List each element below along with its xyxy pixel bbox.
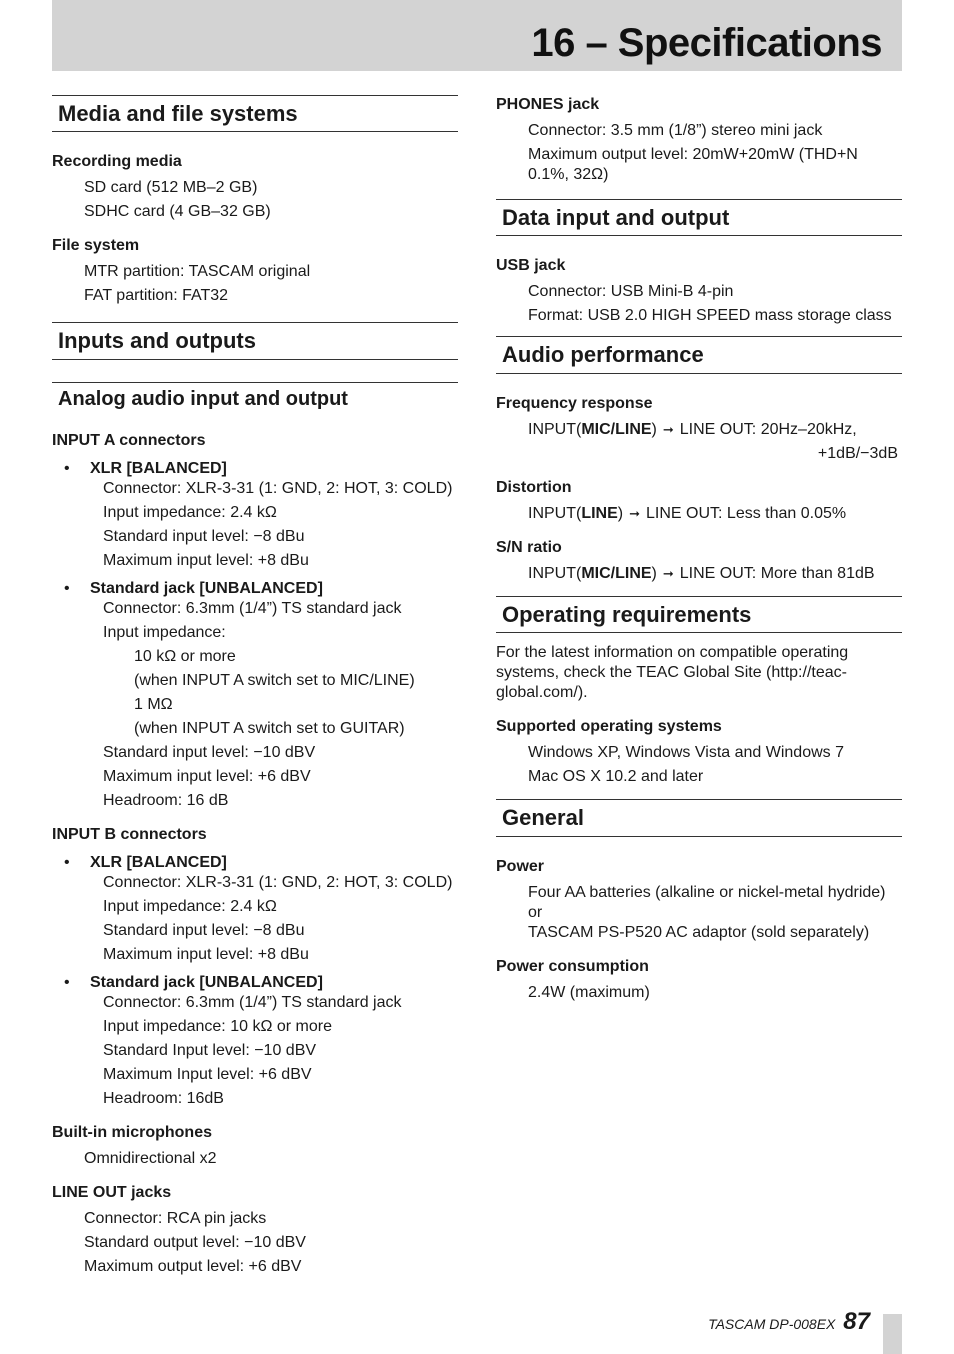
spec-line: Connector: 3.5 mm (1/8”) stereo mini jack (528, 122, 823, 139)
spec-line: Connector: RCA pin jacks (84, 1209, 267, 1227)
spec-line: Input impedance: 2.4 kΩ (103, 897, 277, 915)
power-consumption-label: Power consumption (496, 957, 649, 975)
page-number: 87 (843, 1308, 870, 1335)
spec-line: TASCAM PS-P520 AC adaptor (sold separately) (528, 923, 870, 941)
spec-line: Standard input level: −8 dBu (103, 921, 305, 939)
operating-paragraph: For the latest information on compatible operating systems, check the TEAC Global Site (http://teac-global.com/). (496, 644, 849, 702)
spec-line: Input impedance: (103, 623, 226, 641)
spec-line: Windows XP, Windows Vista and Windows 7 (528, 744, 844, 762)
freq-label: Frequency response (496, 394, 653, 412)
spec-line: Standard Input level: −10 dBV (103, 1041, 317, 1059)
input-b-label: INPUT B connectors (52, 825, 207, 843)
title-banner (52, 0, 902, 71)
bullet-jack-a: • Standard jack [UNBALANCED] (64, 579, 323, 597)
bullet-xlr-b: • XLR [BALANCED] (64, 853, 227, 871)
spec-line: Format: USB 2.0 HIGH SPEED mass storage class (528, 307, 892, 325)
subsection-heading-analog: Analog audio input and output (52, 382, 458, 411)
spec-line: Mac OS X 10.2 and later (528, 768, 704, 786)
section-heading-data: Data input and output (496, 199, 902, 236)
right-column (496, 95, 902, 1007)
bullet-jack-b: • Standard jack [UNBALANCED] (64, 973, 323, 991)
section-heading-operating: Operating requirements (496, 596, 902, 633)
spec-line: Connector: 6.3mm (1/4”) TS standard jack (103, 993, 402, 1011)
section-heading-general: General (496, 799, 902, 836)
supported-os-label: Supported operating systems (496, 718, 722, 736)
bullet-xlr-a: • XLR [BALANCED] (64, 459, 227, 477)
spec-line: Maximum output level: 20mW+20mW (THD+N 0.1%, 32Ω) (528, 146, 858, 183)
spec-line: +1dB/−3dB (817, 444, 898, 462)
line-out-label: LINE OUT jacks (52, 1183, 172, 1201)
footer-brand: TASCAM DP-008EX (708, 1316, 836, 1332)
spec-line: Connector: XLR-3-31 (1: GND, 2: HOT, 3: COLD) (103, 873, 453, 891)
freq-line: INPUT(MIC/LINE) ➞ LINE OUT: 20Hz–20kHz, (528, 420, 857, 438)
bullet-dot: • (64, 579, 70, 597)
usb-label: USB jack (496, 257, 566, 275)
spec-line: Input impedance: 2.4 kΩ (103, 503, 277, 521)
spec-line: MTR partition: TASCAM original (84, 263, 311, 281)
spec-line: Maximum output level: +6 dBV (84, 1257, 302, 1275)
arrow-icon: ➞ (662, 421, 674, 437)
page-footer (708, 1307, 870, 1337)
spec-line: Standard input level: −8 dBu (103, 527, 305, 545)
distortion-line: INPUT(LINE) ➞ LINE OUT: Less than 0.05% (528, 504, 847, 522)
spec-line: Maximum input level: +6 dBV (103, 767, 311, 785)
recording-media-label: Recording media (52, 153, 182, 171)
spec-line: Maximum Input level: +6 dBV (103, 1065, 312, 1083)
spec-line: Connector: USB Mini-B 4-pin (528, 283, 734, 301)
page-title: 16 – Specifications (531, 21, 882, 65)
mics-label: Built-in microphones (52, 1123, 212, 1141)
spec-line: Standard input level: −10 dBV (103, 743, 316, 761)
section-heading-io: Inputs and outputs (52, 322, 458, 359)
left-column (52, 95, 458, 1281)
spec-line: Four AA batteries (alkaline or nickel-metal hydride) or (528, 883, 886, 921)
spec-line: Input impedance: 10 kΩ or more (103, 1017, 332, 1035)
bullet-dot: • (64, 459, 70, 477)
phones-label: PHONES jack (496, 96, 600, 113)
spec-line: Connector: 6.3mm (1/4”) TS standard jack (103, 599, 402, 617)
spec-subline: 1 MΩ (134, 695, 173, 713)
section-heading-media: Media and file systems (52, 95, 458, 132)
bullet-dot: • (64, 853, 70, 871)
spec-line: Headroom: 16dB (103, 1089, 224, 1107)
spec-subline: (when INPUT A switch set to GUITAR) (134, 719, 405, 737)
section-heading-audio: Audio performance (496, 336, 902, 373)
spec-line: 2.4W (maximum) (528, 983, 650, 1001)
bullet-dot: • (64, 973, 70, 991)
arrow-icon: ➞ (629, 505, 641, 521)
spec-line: FAT partition: FAT32 (84, 287, 229, 305)
spec-subline: (when INPUT A switch set to MIC/LINE) (134, 671, 415, 689)
spec-line: Standard output level: −10 dBV (84, 1233, 306, 1251)
file-system-label: File system (52, 237, 140, 255)
sn-label: S/N ratio (496, 538, 562, 556)
spec-line: Headroom: 16 dB (103, 791, 229, 809)
spec-line: Connector: XLR-3-31 (1: GND, 2: HOT, 3: COLD) (103, 479, 453, 497)
power-label: Power (496, 857, 545, 875)
input-a-label: INPUT A connectors (52, 431, 206, 449)
page-edge-tab (883, 1314, 902, 1354)
distortion-label: Distortion (496, 478, 572, 496)
spec-line: SDHC card (4 GB–32 GB) (84, 203, 271, 221)
spec-subline: 10 kΩ or more (134, 647, 236, 665)
spec-line: SD card (512 MB–2 GB) (84, 179, 258, 197)
spec-line: Omnidirectional x2 (84, 1149, 217, 1167)
spec-line: Maximum input level: +8 dBu (103, 945, 309, 963)
arrow-icon: ➞ (662, 565, 674, 581)
sn-line: INPUT(MIC/LINE) ➞ LINE OUT: More than 81dB (528, 564, 875, 582)
spec-line: Maximum input level: +8 dBu (103, 551, 309, 569)
